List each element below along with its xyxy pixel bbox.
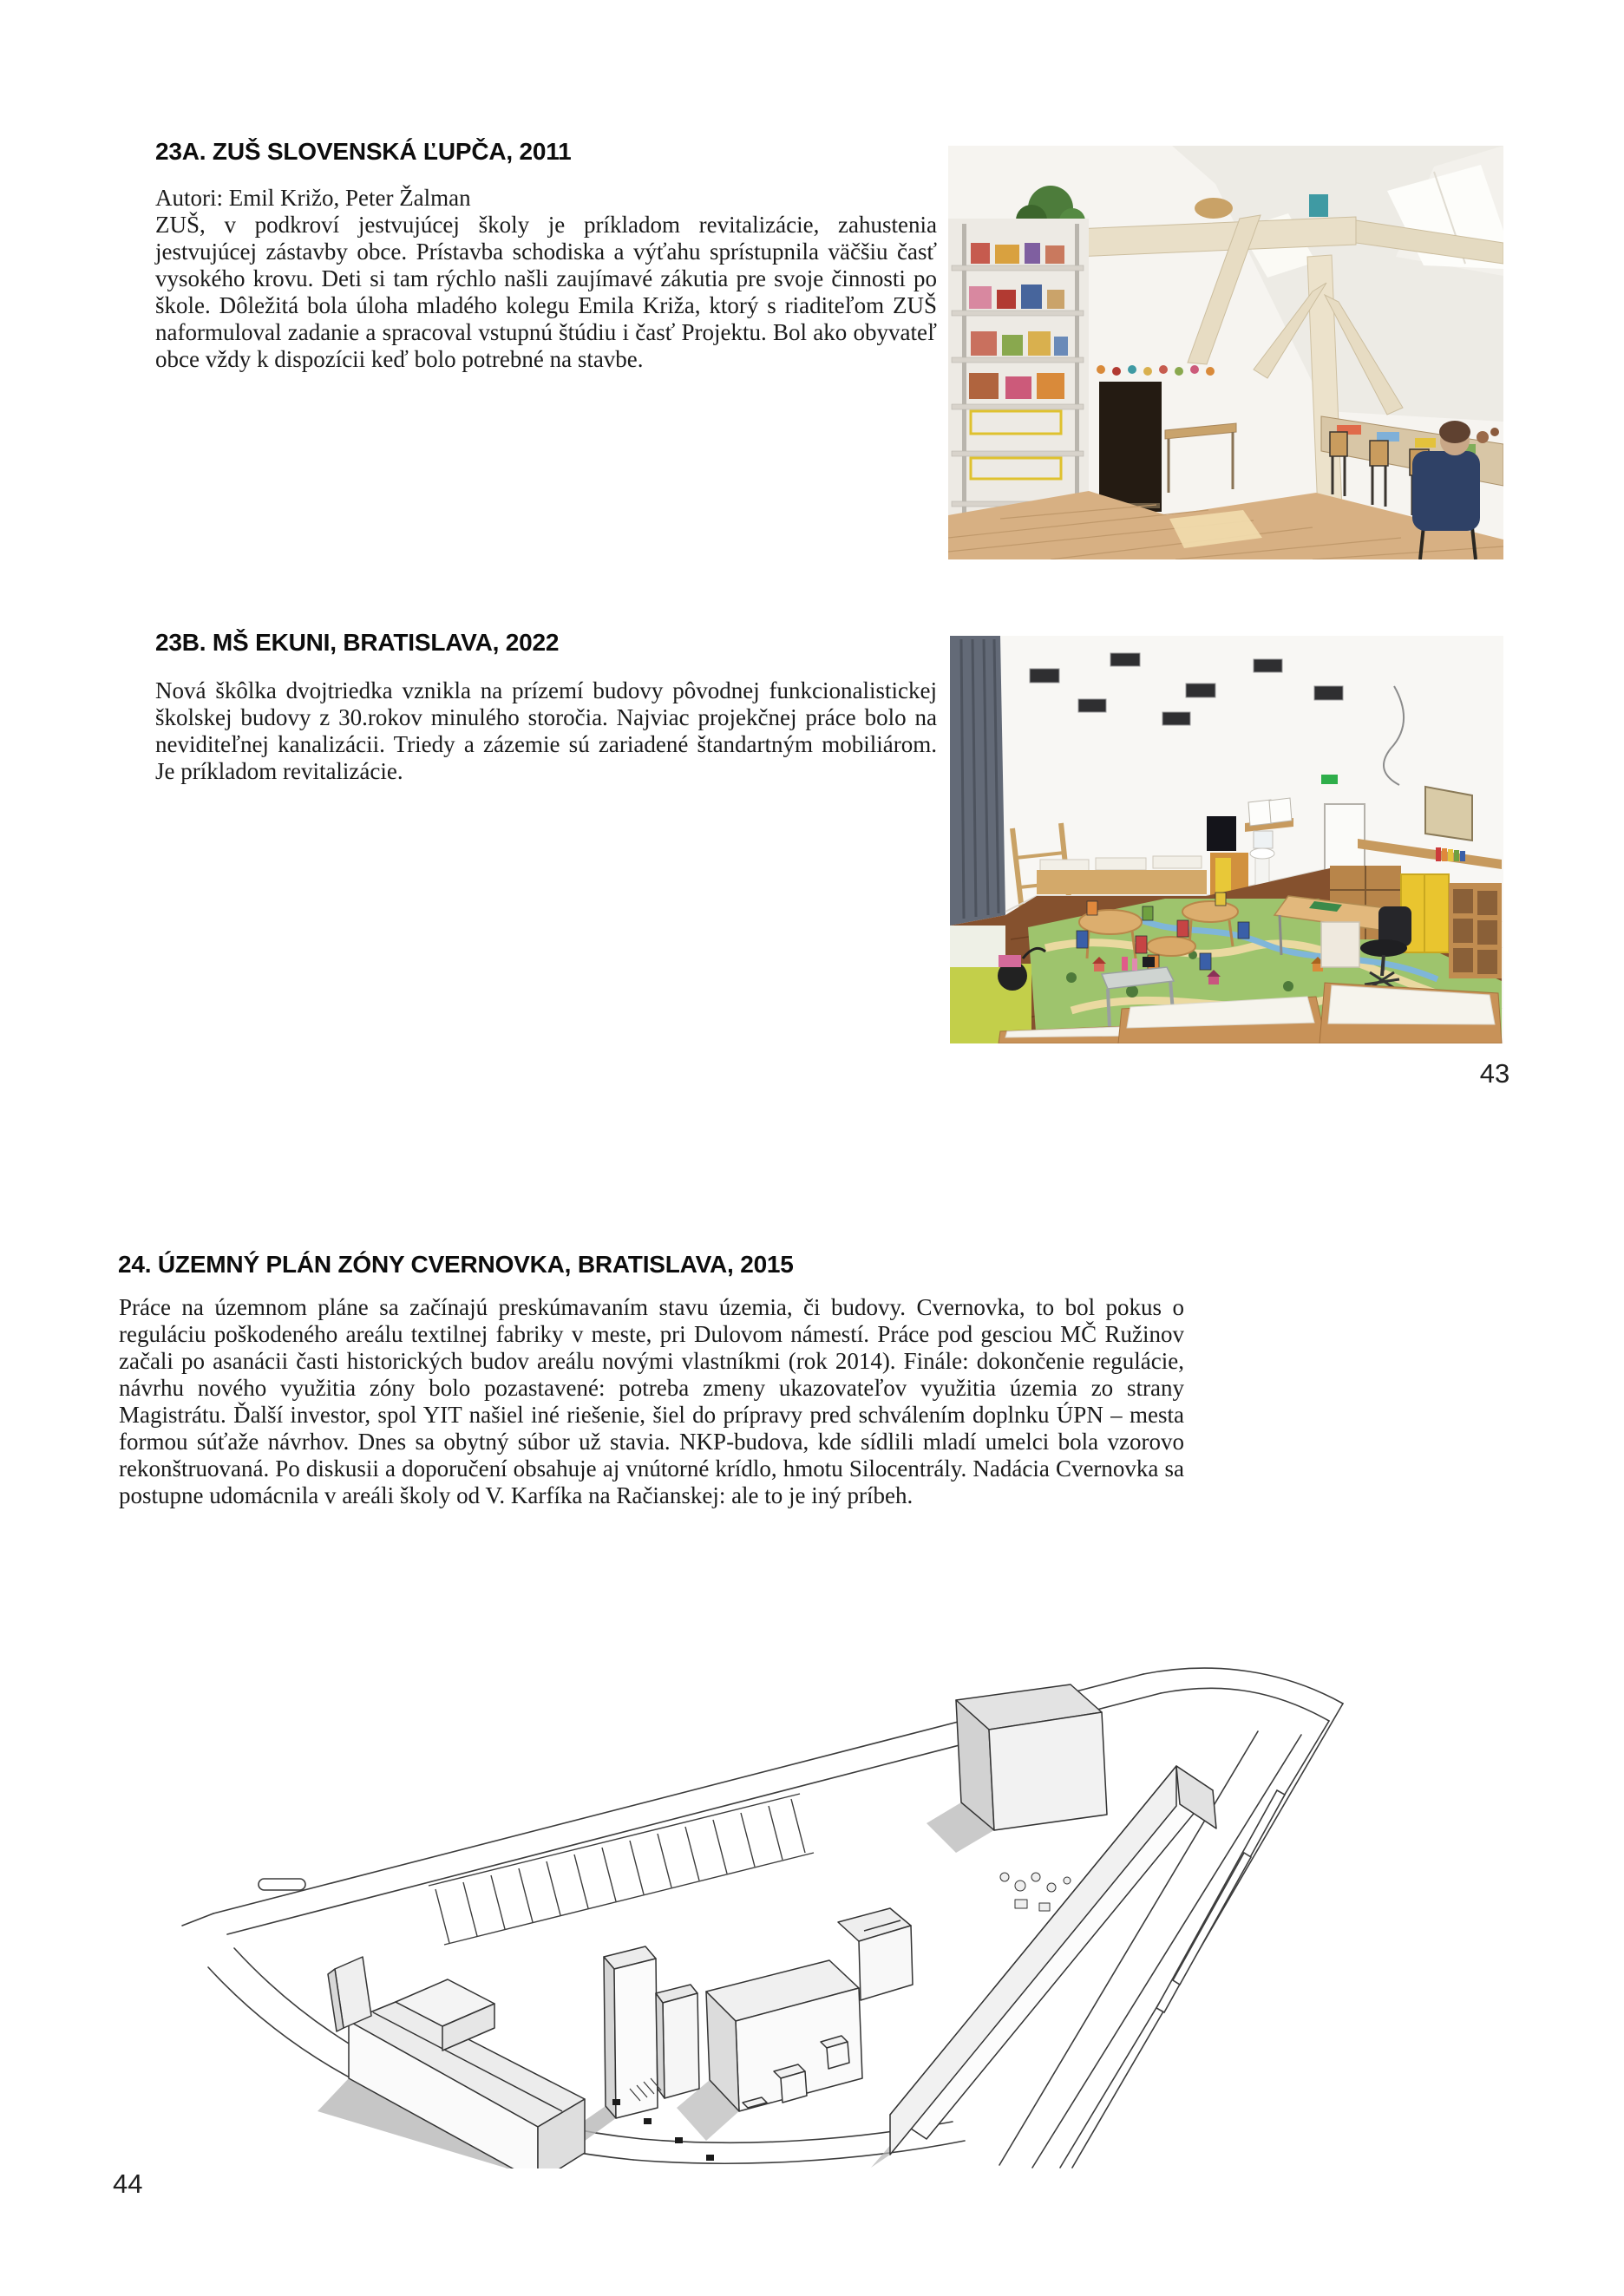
section-23a-text [155,185,937,373]
drawing-cvernovka-axonometric [130,1620,1362,2168]
section-23a-paragraph: ZUŠ, v podkroví jestvujúcej školy je príkladom revitalizácie, zahustenia jestvujúcej zástavby obce. Prístavba schodiska a výťahu sprístupnila väčšiu časť vysokého krovu. Deti si tam rýchlo našli zaujímavé zákutia pre svoje činnosti po škole. Dôležitá bola úloha mladého kolegu Emila Križa, ktorý s riaditeľom ZUŠ naformuloval zadanie a spracoval vstupnú štúdiu i časť Projektu. Bol ako obyvateľ obce vždy k dispozícii keď bolo potrebné na stavbe. [155,212,937,372]
axonometric-drawing [130,1620,1362,2168]
section-23a-heading: 23A. ZUŠ SLOVENSKÁ ĽUPČA, 2011 [155,138,572,165]
bench-beds [1037,856,1207,894]
photo-zus-attic [948,146,1503,559]
exit-sign [1321,775,1338,784]
section-23b-heading: 23B. MŠ EKUNI, BRATISLAVA, 2022 [155,629,560,656]
page-number-44: 44 [113,2168,143,2199]
page-number-43: 43 [1479,1058,1510,1089]
section-23b-paragraph: Nová škôlka dvojtriedka vznikla na prízemí budovy pôvodnej funkcionalistickej školskej budovy z 30.rokov minulého storočia. Najviac projekčnej práce bolo na neviditeľnej kanalizácii. Triedy a zázemie sú zariadené štandartným mobiliárom. Je príkladom revitalizácie. [155,677,937,784]
attic-photo-illustration [948,146,1503,559]
section-24-heading: 24. ÚZEMNÝ PLÁN ZÓNY CVERNOVKA, BRATISLAVA, 2015 [118,1251,794,1278]
photo-ms-ekuni [950,636,1503,1043]
kindergarten-photo-illustration [950,636,1503,1043]
section-23a-authors: Autori: Emil Križo, Peter Žalman [155,185,471,211]
section-24-paragraph: Práce na územnom pláne sa začínajú preskúmavaním stavu územia, či budovy. Cvernovka, to bol pokus o reguláciu poškodeného areálu textilnej fabriky v meste, pri Dulovom námestí. Práce pod gesciou MČ Ružinov začali po asanácii časti historických budov areálu novými vlastníkmi (rok 2014). Finále: dokončenie regulácie, návrhu nového využitia zóny bolo pozastavené: potreba zmeny ukazovateľov využitia územia zo strany Magistrátu. Ďalší investor, spol YIT našiel iné riešenie, šiel do prípravy pred schválením doplnku ÚPN – mesta formou súťaže návrhov. Dnes sa obytný súbor už stavia. NKP-budova, kde sídlili mladí umelci bola vzorovo rekonštruovaná. Po diskusii a doporučení obsahuje aj vnútorné krídlo, hmotu Silocentrály. Nadácia Cvernovka sa postupne udomácnila v areáli školy od V. Karfíka na Račianskej: ale to je iný príbeh. [119,1294,1184,1508]
